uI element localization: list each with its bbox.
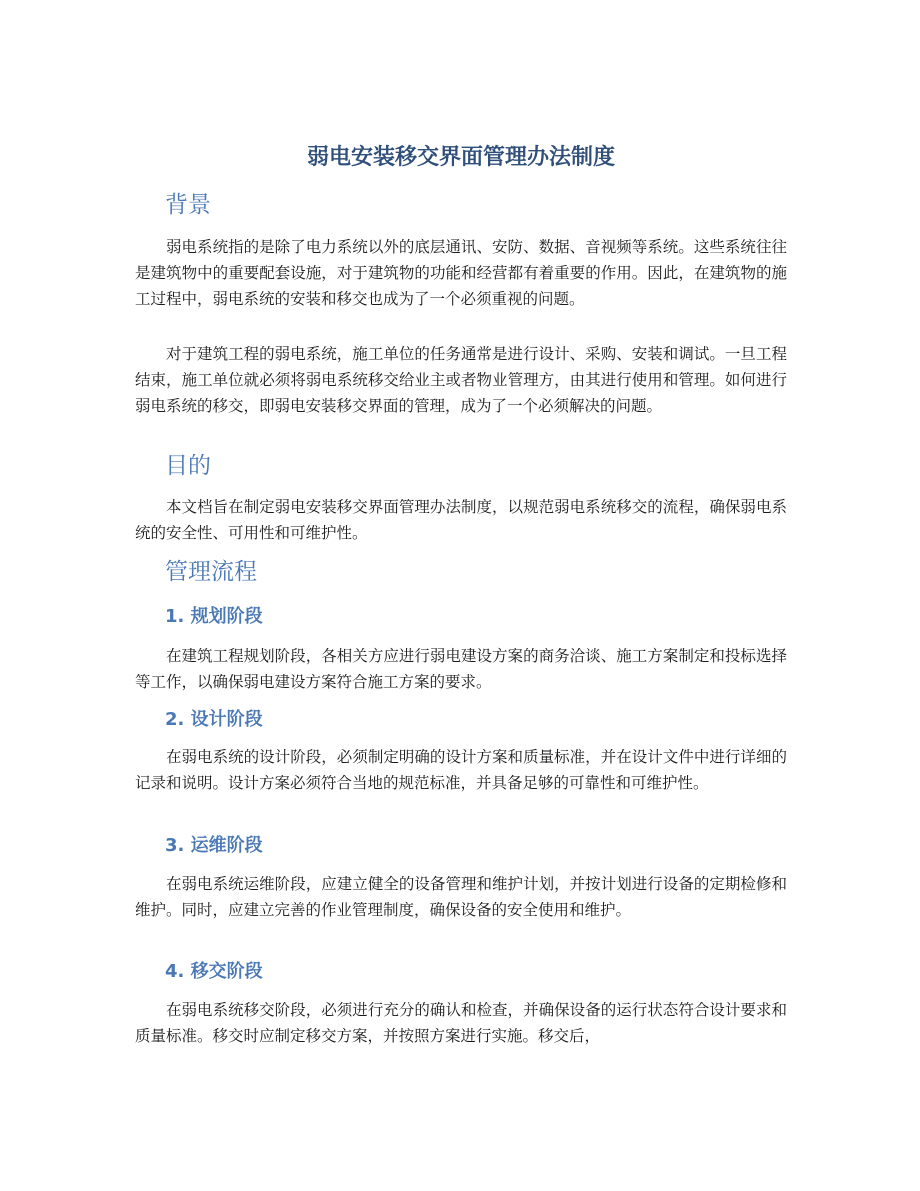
background-paragraph-2: 对于建筑工程的弱电系统，施工单位的任务通常是进行设计、采购、安装和调试。一旦工程结束，施工单位就必须将弱电系统移交给业主或者物业管理方，由其进行使用和管理。如何进行弱电系统的移交，即弱电安装移交界面的管理，成为了一个必须解决的问题。: [135, 345, 787, 415]
stage-text-handover: 在弱电系统移交阶段，必须进行充分的确认和检查，并确保设备的运行状态符合设计要求和质量标准。移交时应制定移交方案，并按照方案进行实施。移交后，: [135, 1001, 787, 1045]
section-heading-process: 管理流程: [165, 559, 257, 585]
stage-text-operation: 在弱电系统运维阶段，应建立健全的设备管理和维护计划，并按计划进行设备的定期检修和维护。同时，应建立完善的作业管理制度，确保设备的安全使用和维护。: [135, 875, 787, 919]
stage-heading-design: 2. 设计阶段: [165, 709, 263, 730]
stage-text-design: 在弱电系统的设计阶段，必须制定明确的设计方案和质量标准，并在设计文件中进行详细的记录和说明。设计方案必须符合当地的规范标准，并具备足够的可靠性和可维护性。: [135, 748, 787, 792]
stage-heading-planning: 1. 规划阶段: [165, 606, 263, 627]
document-title: 弱电安装移交界面管理办法制度: [306, 145, 615, 170]
section-heading-background: 背景: [165, 192, 211, 218]
section-heading-purpose: 目的: [165, 453, 211, 479]
stage-text-planning: 在建筑工程规划阶段，各相关方应进行弱电建设方案的商务洽谈、施工方案制定和投标选择等工作，以确保弱电建设方案符合施工方案的要求。: [135, 647, 787, 691]
purpose-paragraph-1: 本文档旨在制定弱电安装移交界面管理办法制度，以规范弱电系统移交的流程，确保弱电系统的安全性、可用性和可维护性。: [135, 498, 787, 542]
stage-heading-operation: 3. 运维阶段: [165, 835, 263, 856]
background-paragraph-1: 弱电系统指的是除了电力系统以外的底层通讯、安防、数据、音视频等系统。这些系统往往是建筑物中的重要配套设施，对于建筑物的功能和经营都有着重要的作用。因此，在建筑物的施工过程中，弱电系统的安装和移交也成为了一个必须重视的问题。: [135, 238, 787, 308]
stage-heading-handover: 4. 移交阶段: [165, 961, 263, 982]
